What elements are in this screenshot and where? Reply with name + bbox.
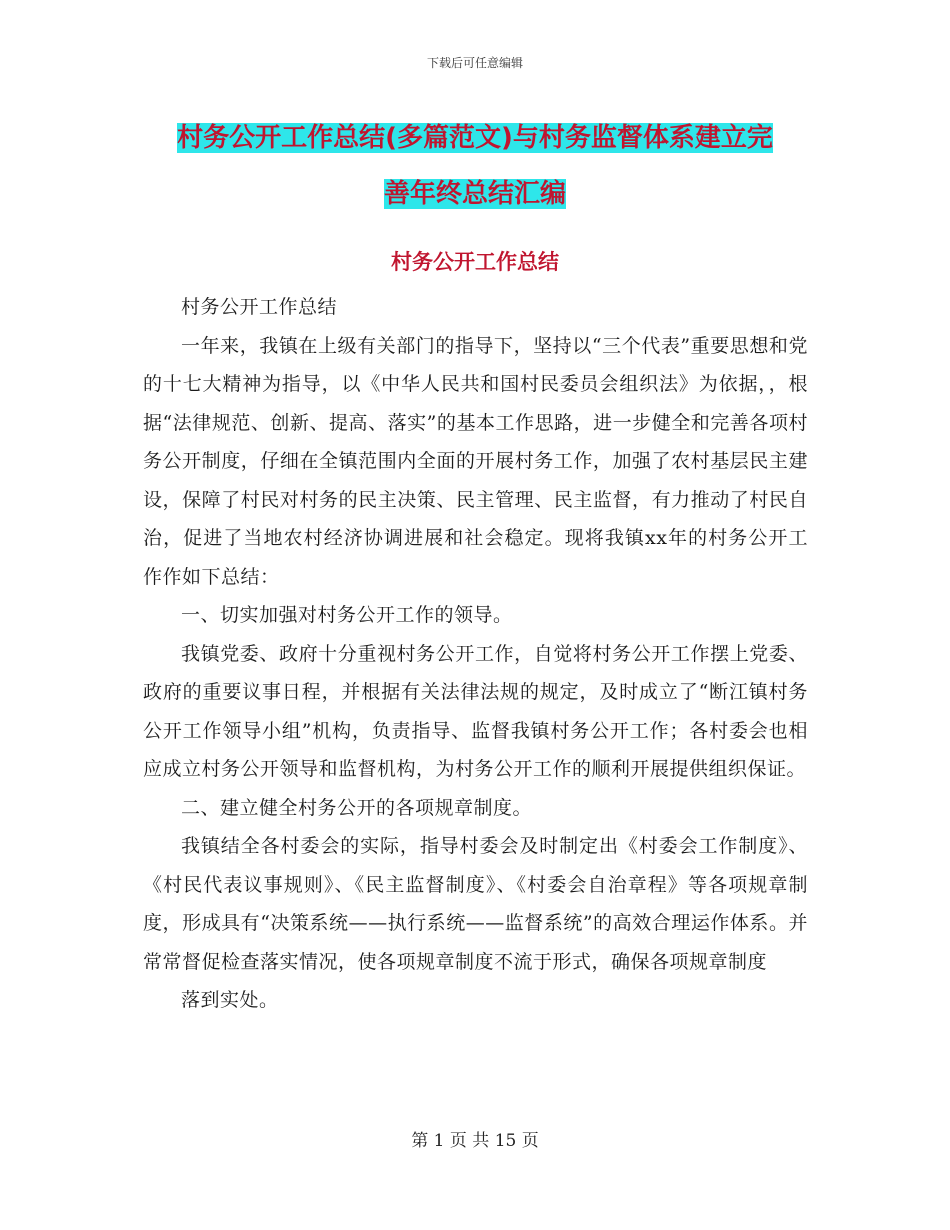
paragraph: 落到实处。 — [181, 989, 279, 1011]
paragraph: 我镇党委、政府十分重视村务公开工作，自觉将村务公开工作摆上党委、政府的重要议事日程，并根据有关法律法规的规定，及时成立了“断江镇村务公开工作领导小组”机构，负责指导、监督我镇村务公开工作；各村委会也相应成立村务公开领导和监督机构，为村务公开工作的顺利开展提供组织保证。 — [143, 642, 808, 780]
section-title: 村务公开工作总结 — [391, 250, 559, 274]
paragraph: 村务公开工作总结 — [181, 296, 338, 318]
document-title-line-1: 村务公开工作总结(多篇范文)与村务监督体系建立完 — [177, 123, 773, 153]
document-title — [140, 110, 810, 222]
document-title-line-2: 善年终总结汇编 — [383, 179, 566, 209]
header-note: 下载后可任意编辑 — [426, 56, 523, 70]
page-footer: 第 1 页 共 15 页 — [411, 1131, 539, 1151]
paragraph-heading: 二、建立健全村务公开的各项规章制度。 — [181, 796, 533, 819]
body-text — [143, 288, 808, 1020]
paragraph: 一年来，我镇在上级有关部门的指导下，坚持以“三个代表”重要思想和党的十七大精神为指导，以《中华人民共和国村民委员会组织法》为依据，，根据“法律规范、创新、提高、落实”的基本工作思路，进一步健全和完善各项村务公开制度，仔细在全镇范围内全面的开展村务工作，加强了农村基层民主建设，保障了村民对村务的民主决策、民主管理、民主监督，有力推动了村民自治，促进了当地农村经济协调进展和社会稳定。现将我镇xx年的村务公开工作作如下总结： — [143, 334, 808, 588]
paragraph-heading: 一、切实加强对村务公开工作的领导。 — [181, 604, 513, 626]
paragraph: 我镇结全各村委会的实际，指导村委会及时制定出《村委会工作制度》、《村民代表议事规则》、《民主监督制度》、《村委会自治章程》等各项规章制度，形成具有“决策系统——执行系统——监督系统”的高效合理运作体系。并常常督促检查落实情况，使各项规章制度不流于形式，确保各项规章制度 — [143, 835, 808, 973]
